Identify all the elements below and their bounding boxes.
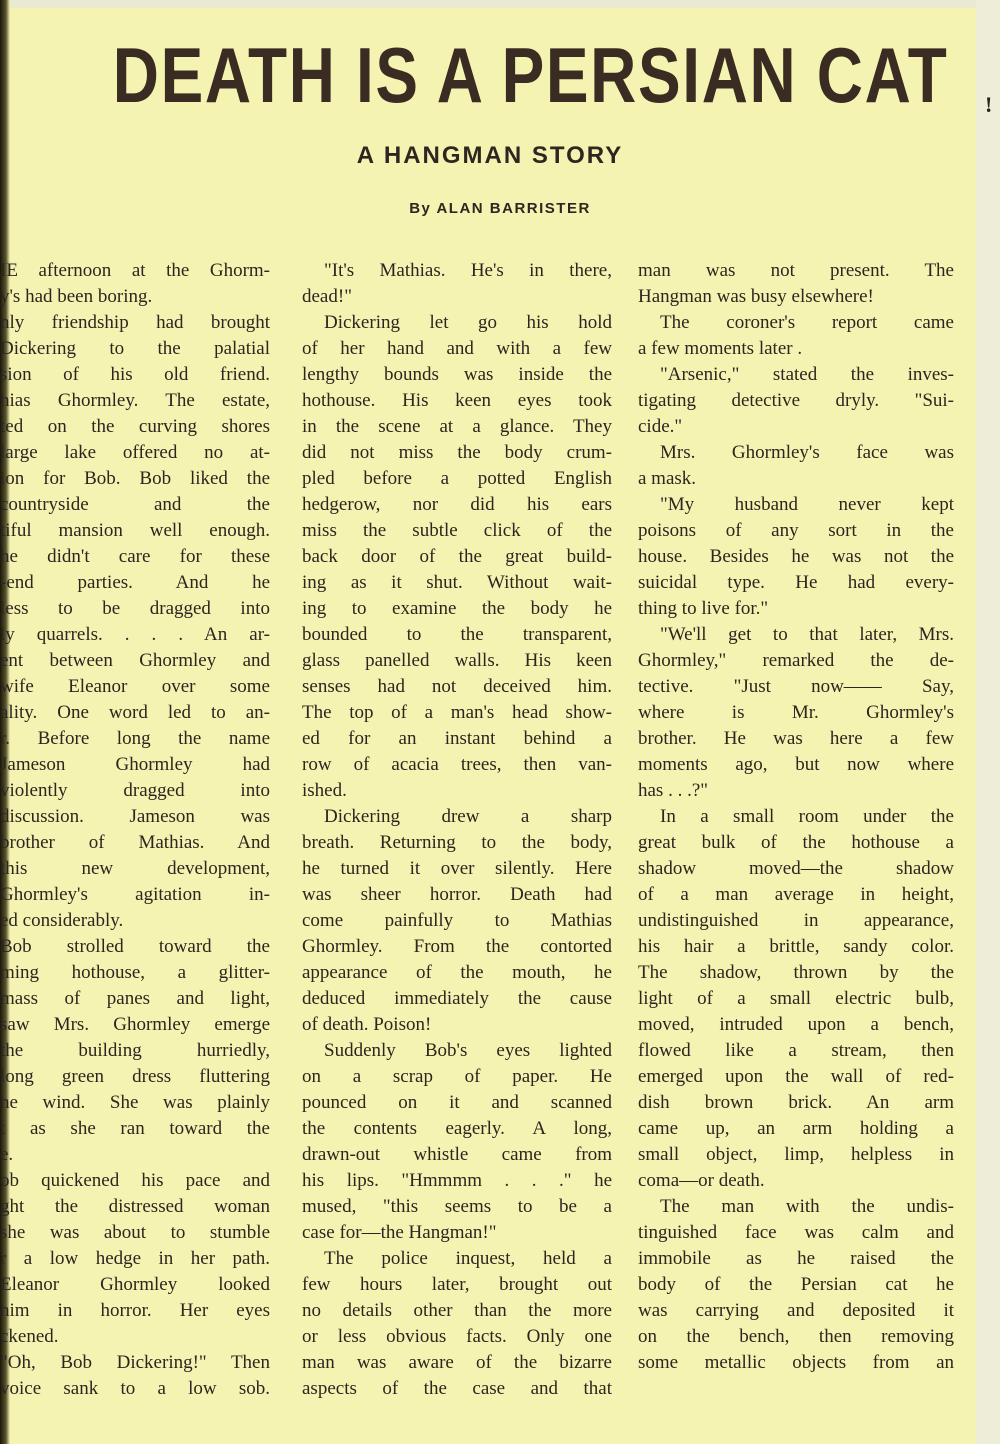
text-line: ing to examine the body he bbox=[302, 598, 612, 619]
text-line: Mrs. Ghormley's face was bbox=[660, 442, 954, 463]
text-line: the contents eagerly. A long, bbox=[302, 1118, 612, 1139]
story-title: DEATH IS A PERSIAN CAT bbox=[112, 31, 949, 119]
text-line: a few moments later . bbox=[638, 338, 803, 359]
text-line: appearance of the mouth, he bbox=[302, 962, 612, 983]
text-line: great bulk of the hothouse a bbox=[638, 832, 954, 853]
text-line: The man with the undis- bbox=[660, 1196, 954, 1217]
text-line: ly quarrels. . . . An ar- bbox=[0, 624, 270, 645]
text-line: Bob strolled toward the bbox=[0, 936, 270, 957]
text-line: tinguished face was calm and bbox=[638, 1222, 954, 1243]
text-line: tiful mansion well enough. bbox=[0, 520, 270, 541]
text-line: ent between Ghormley and bbox=[0, 650, 270, 671]
margin-mark: ! bbox=[985, 92, 993, 117]
text-line: Ghormley," remarked the de- bbox=[638, 650, 954, 671]
text-line: glass panelled walls. His keen bbox=[302, 650, 612, 671]
text-line: IE afternoon at the Ghorm- bbox=[0, 260, 270, 281]
text-line: pled before a potted English bbox=[302, 468, 612, 489]
text-line: dead!" bbox=[302, 286, 352, 307]
text-line: discussion. Jameson was bbox=[0, 806, 270, 827]
text-line: hothouse. His keen eyes took bbox=[302, 390, 612, 411]
text-line: "My husband never kept bbox=[660, 494, 954, 515]
text-line: man was aware of the bizarre bbox=[302, 1352, 612, 1373]
text-line: pounced on it and scanned bbox=[302, 1092, 612, 1113]
text-line: few hours later, brought out bbox=[302, 1274, 612, 1295]
text-line: has . . .?" bbox=[638, 780, 709, 801]
text-line: cide." bbox=[638, 416, 683, 437]
text-line: r. Before long the name bbox=[0, 728, 270, 749]
text-line: light of a small electric bulb, bbox=[638, 988, 954, 1009]
text-line: "We'll get to that later, Mrs. bbox=[660, 624, 954, 645]
text-line: she was about to stumble bbox=[0, 1222, 270, 1243]
text-line: mused, "this seems to be a bbox=[302, 1196, 612, 1217]
text-line: hedgerow, nor did his ears bbox=[302, 494, 612, 515]
text-line: The police inquest, held a bbox=[324, 1248, 612, 1269]
text-column-2 bbox=[302, 258, 612, 1402]
text-line: him in horror. Her eyes bbox=[0, 1300, 270, 1321]
text-line: did not miss the body crum- bbox=[302, 442, 612, 463]
text-line: immobile as he raised the bbox=[638, 1248, 954, 1269]
text-line: "It's Mathias. He's in there, bbox=[324, 260, 612, 281]
text-line: In a small room under the bbox=[660, 806, 954, 827]
text-line: of a man average in height, bbox=[638, 884, 954, 905]
text-line: ob quickened his pace and bbox=[0, 1170, 270, 1191]
text-line: this new development, bbox=[0, 858, 270, 879]
story-byline: By ALAN BARRISTER bbox=[409, 200, 591, 217]
text-line: wife Eleanor over some bbox=[0, 676, 270, 697]
text-column-3 bbox=[638, 258, 954, 1376]
text-line: deduced immediately the cause bbox=[302, 988, 612, 1009]
text-line: was carrying and deposited it bbox=[638, 1300, 954, 1321]
text-line: the building hurriedly, bbox=[0, 1040, 270, 1061]
text-line: long green dress fluttering bbox=[0, 1066, 270, 1087]
text-line: Ghormley's agitation in- bbox=[0, 884, 270, 905]
text-line: r a low hedge in her path. bbox=[0, 1248, 270, 1269]
text-line: house. Besides he was not the bbox=[638, 546, 954, 567]
text-line: row of acacia trees, then van- bbox=[302, 754, 612, 775]
text-line: voice sank to a low sob. bbox=[0, 1378, 270, 1399]
text-line: breath. Returning to the body, bbox=[302, 832, 612, 853]
text-line: "Oh, Bob Dickering!" Then bbox=[0, 1352, 270, 1373]
text-line: he wind. She was plainly bbox=[0, 1092, 270, 1113]
text-line: came up, an arm holding a bbox=[638, 1118, 954, 1139]
text-line: aspects of the case and that bbox=[302, 1378, 612, 1399]
text-line: ted on the curving shores bbox=[0, 416, 270, 437]
text-line: ished. bbox=[302, 780, 347, 801]
text-line: no details other than the more bbox=[302, 1300, 612, 1321]
text-line: brother. He was here a few bbox=[638, 728, 954, 749]
text-line: thing to live for." bbox=[638, 598, 769, 619]
text-line: emerged upon the wall of red- bbox=[638, 1066, 954, 1087]
text-line: poisons of any sort in the bbox=[638, 520, 954, 541]
text-line: ed considerably. bbox=[0, 910, 124, 931]
text-column-1 bbox=[0, 258, 270, 1402]
text-line: mass of panes and light, bbox=[0, 988, 270, 1009]
text-line: countryside and the bbox=[0, 494, 270, 515]
text-line: Hangman was busy elsewhere! bbox=[638, 286, 874, 307]
text-line: nly friendship had brought bbox=[0, 312, 270, 333]
text-line: y's had been boring. bbox=[0, 286, 153, 307]
page-margin bbox=[976, 0, 1000, 1444]
text-line: ckened. bbox=[0, 1326, 59, 1347]
text-line: Suddenly Bob's eyes lighted bbox=[324, 1040, 612, 1061]
text-line: Ghormley. From the contorted bbox=[302, 936, 612, 957]
text-line: suicidal type. He had every- bbox=[638, 572, 954, 593]
text-line: or less obvious facts. Only one bbox=[302, 1326, 612, 1347]
text-line: miss the subtle click of the bbox=[302, 520, 612, 541]
text-line: Dickering to the palatial bbox=[0, 338, 270, 359]
text-line: The coroner's report came bbox=[660, 312, 954, 333]
text-line: on a scrap of paper. He bbox=[302, 1066, 612, 1087]
text-line: coma—or death. bbox=[638, 1170, 765, 1191]
text-line: sion of his old friend. bbox=[0, 364, 270, 385]
text-line: senses had not deceived him. bbox=[302, 676, 612, 697]
text-line: saw Mrs. Ghormley emerge bbox=[0, 1014, 270, 1035]
text-line: t as she ran toward the bbox=[0, 1118, 270, 1139]
text-line: his lips. "Hmmmm . . ." he bbox=[302, 1170, 612, 1191]
text-line: The shadow, thrown by the bbox=[638, 962, 954, 983]
text-line: "Arsenic," stated the inves- bbox=[660, 364, 954, 385]
text-line: bounded to the transparent, bbox=[302, 624, 612, 645]
text-line: The top of a man's head show- bbox=[302, 702, 612, 723]
text-line: he turned it over silently. Here bbox=[302, 858, 612, 879]
text-line: back door of the great build- bbox=[302, 546, 612, 567]
text-line: tective. "Just now—— Say, bbox=[638, 676, 954, 697]
text-line: less to be dragged into bbox=[0, 598, 270, 619]
text-line: where is Mr. Ghormley's bbox=[638, 702, 954, 723]
text-line: ality. One word led to an- bbox=[0, 702, 270, 723]
text-line: a mask. bbox=[638, 468, 697, 489]
text-line: small object, limp, helpless in bbox=[638, 1144, 954, 1165]
text-line: ed for an instant behind a bbox=[302, 728, 612, 749]
text-line: Dickering drew a sharp bbox=[324, 806, 612, 827]
text-line: case for—the Hangman!" bbox=[302, 1222, 497, 1243]
text-line: Jameson Ghormley had bbox=[0, 754, 270, 775]
text-line: -end parties. And he bbox=[0, 572, 270, 593]
text-line: ion for Bob. Bob liked the bbox=[0, 468, 270, 489]
text-line: he didn't care for these bbox=[0, 546, 270, 567]
text-line: brother of Mathias. And bbox=[0, 832, 270, 853]
text-line: hias Ghormley. The estate, bbox=[0, 390, 270, 411]
text-line: Dickering let go his hold bbox=[324, 312, 612, 333]
text-line: moments ago, but now where bbox=[638, 754, 954, 775]
text-line: in the scene at a glance. They bbox=[302, 416, 612, 437]
text-line: ing as it shut. Without wait- bbox=[302, 572, 612, 593]
text-line: Eleanor Ghormley looked bbox=[0, 1274, 270, 1295]
text-line: come painfully to Mathias bbox=[302, 910, 612, 931]
story-subtitle: A HANGMAN STORY bbox=[356, 142, 624, 169]
text-line: moved, intruded upon a bench, bbox=[638, 1014, 954, 1035]
text-line: violently dragged into bbox=[0, 780, 270, 801]
text-line: flowed like a stream, then bbox=[638, 1040, 954, 1061]
text-line: ming hothouse, a glitter- bbox=[0, 962, 270, 983]
text-line: on the bench, then removing bbox=[638, 1326, 954, 1347]
text-line: e. bbox=[0, 1144, 14, 1165]
text-line: was sheer horror. Death had bbox=[302, 884, 612, 905]
text-line: drawn-out whistle came from bbox=[302, 1144, 612, 1165]
text-line: ght the distressed woman bbox=[0, 1196, 270, 1217]
text-line: some metallic objects from an bbox=[638, 1352, 954, 1373]
text-line: lengthy bounds was inside the bbox=[302, 364, 612, 385]
text-line: dish brown brick. An arm bbox=[638, 1092, 954, 1113]
text-line: of death. Poison! bbox=[302, 1014, 432, 1035]
text-line: of her hand and with a few bbox=[302, 338, 612, 359]
text-line: man was not present. The bbox=[638, 260, 954, 281]
text-line: shadow moved—the shadow bbox=[638, 858, 954, 879]
text-line: undistinguished in appearance, bbox=[638, 910, 954, 931]
text-line: body of the Persian cat he bbox=[638, 1274, 954, 1295]
text-line: tigating detective dryly. "Sui- bbox=[638, 390, 954, 411]
text-line: large lake offered no at- bbox=[0, 442, 270, 463]
text-line: his hair a brittle, sandy color. bbox=[638, 936, 954, 957]
